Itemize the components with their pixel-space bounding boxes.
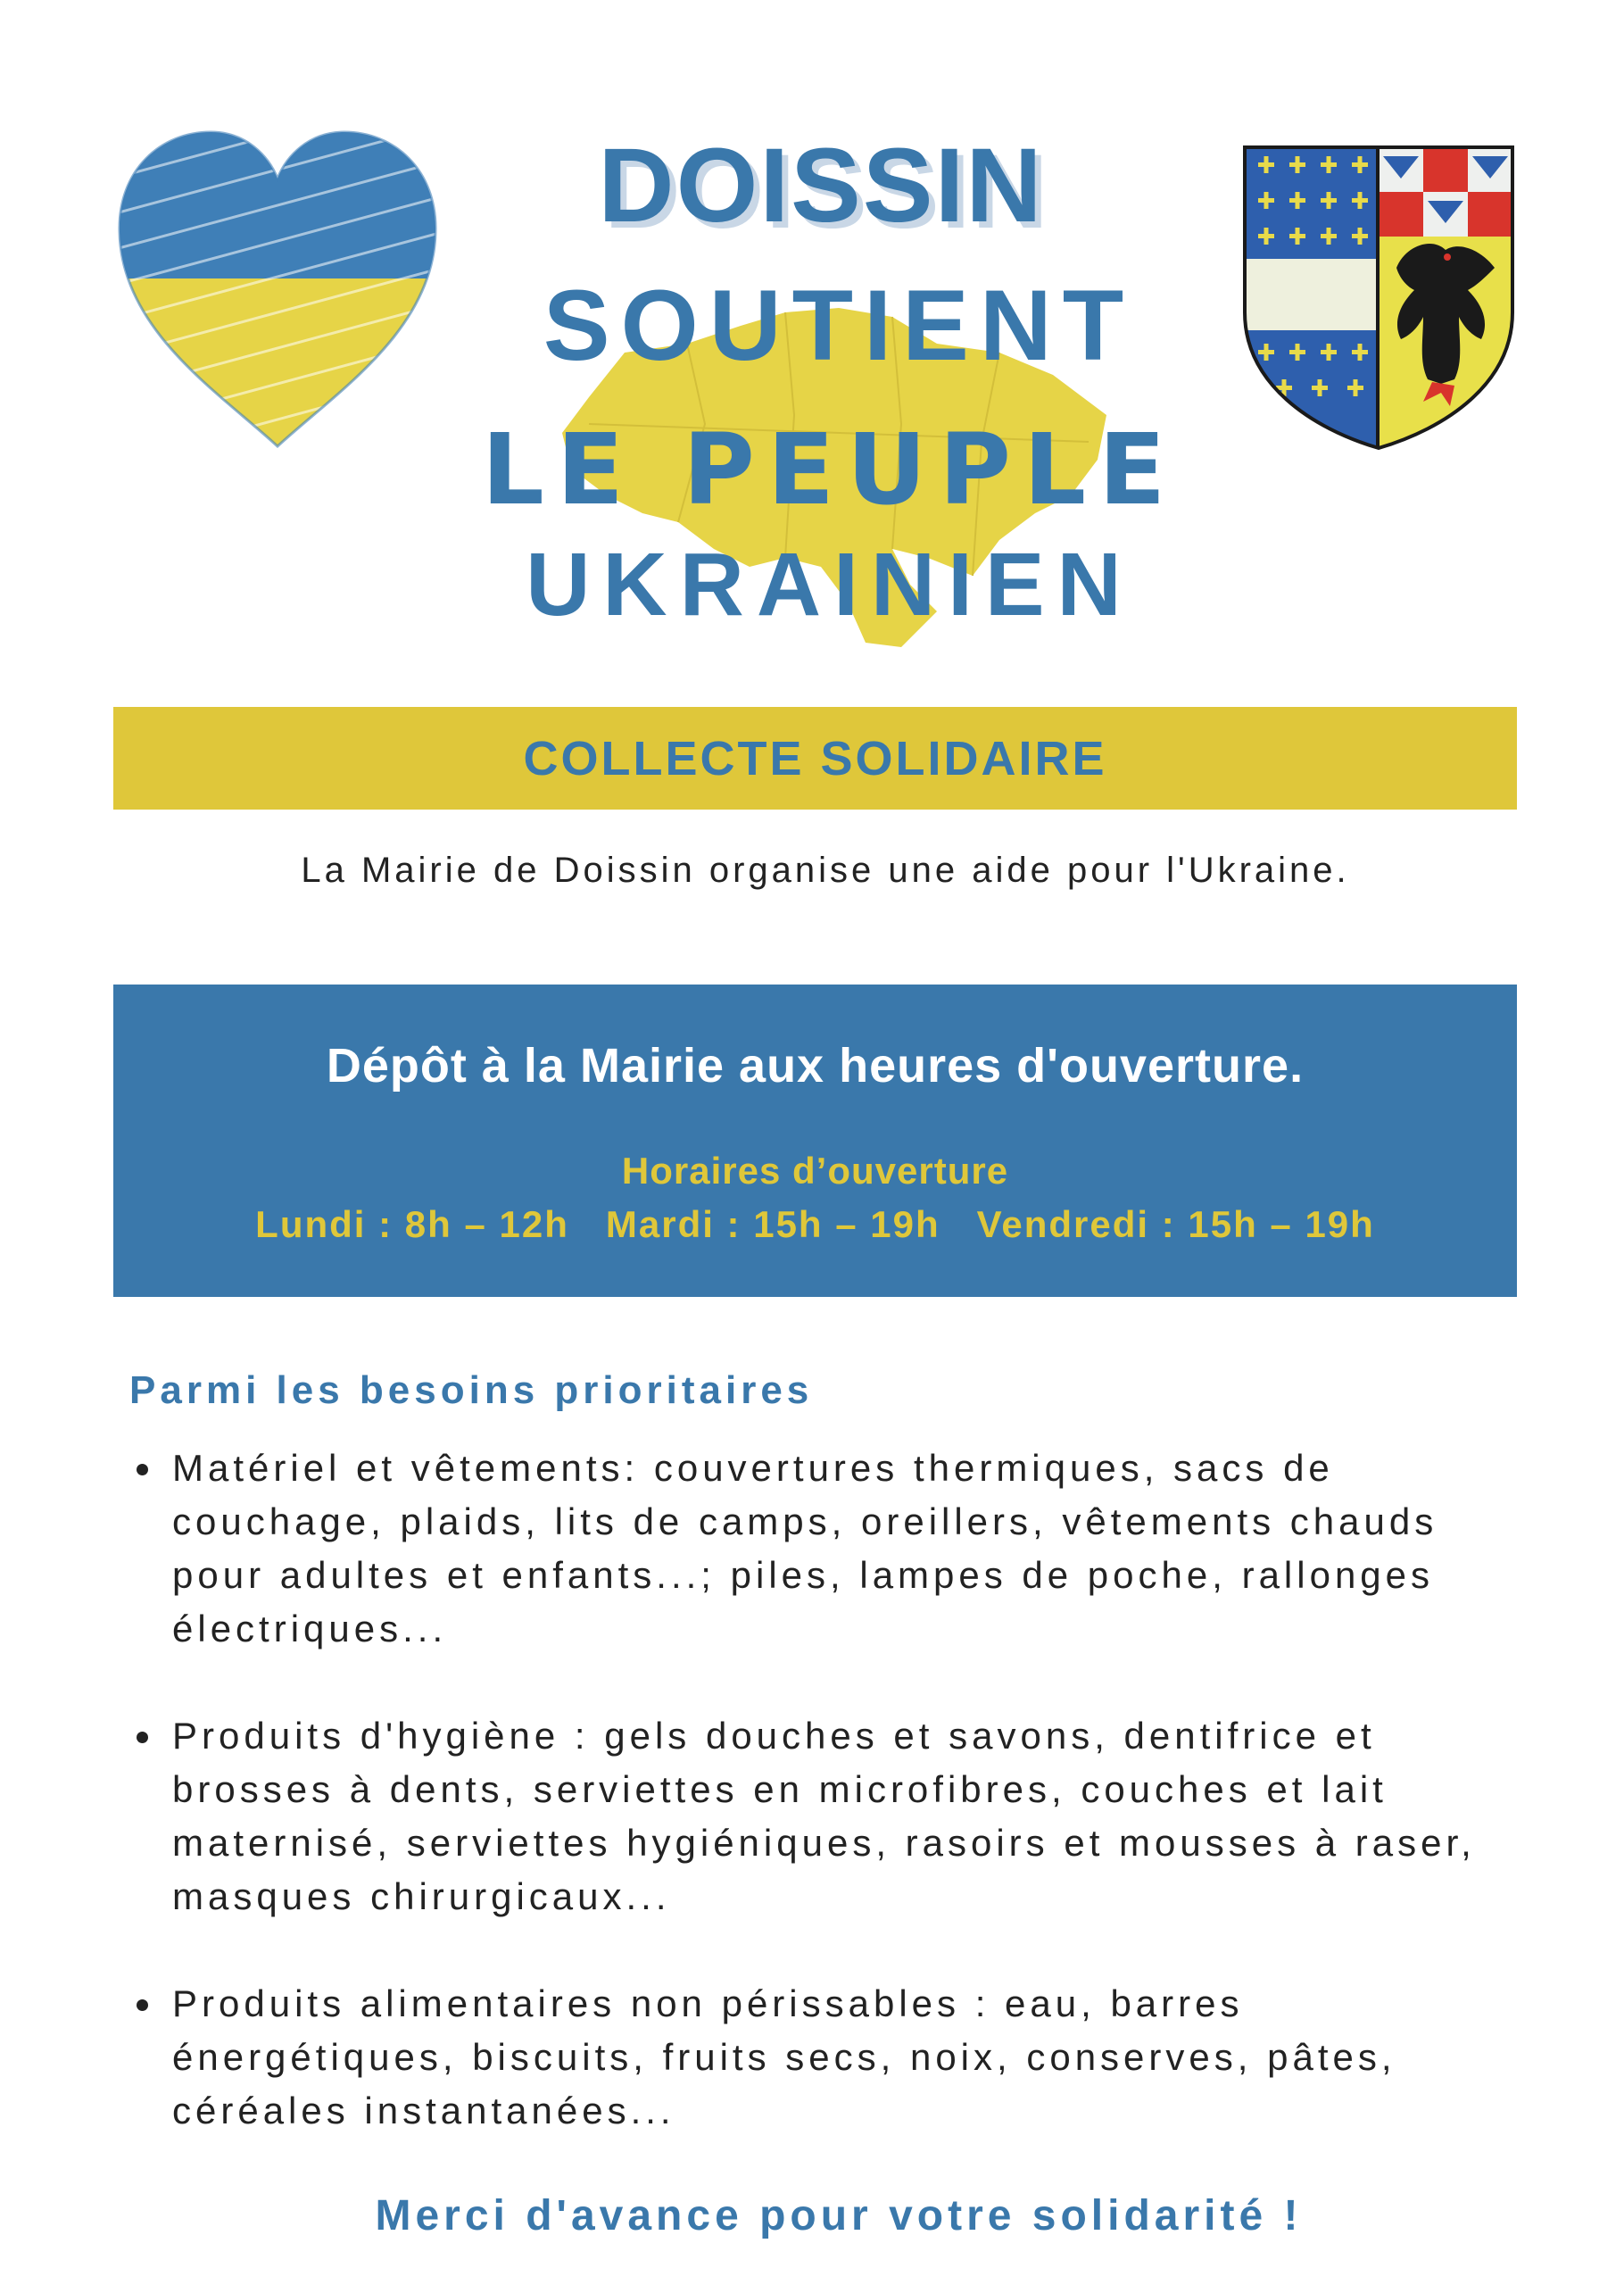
collecte-solidaire-label: COLLECTE SOLIDAIRE: [523, 731, 1107, 785]
title-soutient: SOUTIENT: [543, 270, 1135, 381]
list-item: [129, 1709, 1539, 1924]
bullet-icon: [137, 1999, 148, 2011]
depot-info-box: [113, 985, 1517, 1297]
collecte-solidaire-banner: [113, 707, 1517, 810]
title-ukrainien: UKRAINIEN: [526, 535, 1134, 635]
doissin-coat-of-arms-icon: [1240, 143, 1517, 451]
bullet-icon: [137, 1732, 148, 1743]
opening-hours-heading: Horaires d’ouverture: [621, 1150, 1009, 1192]
needs-heading: Parmi les besoins prioritaires: [129, 1368, 814, 1412]
title-doissin: DOISSIN: [598, 127, 1044, 245]
need-text: Produits d'hygiène : gels douches et savons, dentifrice et brosses à dents, serviettes en microfibres, couches et lait maternisé, serviettes hygiéniques, rasoirs et mousses à raser, masques chirurgicaux...: [172, 1715, 1476, 1917]
title-le-peuple: LE PEUPLE: [481, 412, 1179, 527]
needs-list: [129, 1442, 1539, 2191]
need-text: Matériel et vêtements: couvertures thermiques, sacs de couchage, plaids, lits de camps, oreillers, vêtements chauds pour adultes et enfants...; piles, lampes de poche, rallonges électriques...: [172, 1447, 1438, 1649]
opening-hours-list: Lundi : 8h – 12h Mardi : 15h – 19h Vendredi : 15h – 19h: [255, 1203, 1375, 1245]
list-item: [129, 1977, 1539, 2138]
depot-title: Dépôt à la Mairie aux heures d'ouverture.: [326, 1039, 1305, 1093]
intro-text: La Mairie de Doissin organise une aide pour l'Ukraine.: [301, 851, 1350, 890]
bullet-icon: [137, 1464, 148, 1475]
need-text: Produits alimentaires non périssables : eau, barres énergétiques, biscuits, fruits secs, noix, conserves, pâtes, céréales instantanées...: [172, 1982, 1396, 2131]
thanks-message: Merci d'avance pour votre solidarité !: [375, 2192, 1303, 2239]
list-item: [129, 1442, 1539, 1656]
